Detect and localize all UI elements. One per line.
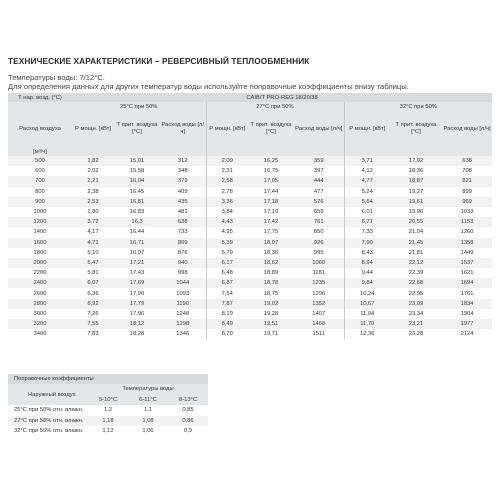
airflow-cell: 2400	[8, 278, 72, 288]
table-row	[8, 217, 492, 227]
column-header: Т прит. воздуха [°С]	[114, 111, 160, 147]
column-header: Расход воды [л/ч]	[442, 111, 492, 147]
table-cell: 1153	[442, 217, 492, 227]
table-cell: 1298	[160, 319, 206, 329]
table-cell: 16,44	[114, 227, 160, 237]
airflow-cell: 3200	[8, 319, 72, 329]
table-cell: 16,71	[114, 238, 160, 248]
table-cell: 10,24	[344, 288, 390, 298]
table-cell: 21,04	[390, 227, 442, 237]
table-cell: 6,36	[72, 288, 114, 298]
airflow-cell: 1400	[8, 227, 72, 237]
table-cell: 2,80	[72, 207, 114, 217]
table-cell: 23,34	[390, 309, 442, 319]
table-cell: 16,45	[114, 187, 160, 197]
table-cell: 10,67	[344, 299, 390, 309]
table-cell: 23,21	[390, 319, 442, 329]
table-cell: 1093	[160, 288, 206, 298]
table-cell: 6,92	[72, 299, 114, 309]
table-cell: 876	[160, 248, 206, 258]
table-row	[8, 309, 492, 319]
table-cell: 5,39	[206, 238, 248, 248]
table-cell: 2,38	[72, 187, 114, 197]
table-cell: 3,84	[206, 207, 248, 217]
table-cell: 6,07	[72, 278, 114, 288]
table-cell: 18,87	[390, 176, 442, 186]
correction-title: Поправочные коэффициенты	[8, 374, 208, 384]
table-cell: 8,19	[206, 309, 248, 319]
outdoor-air-header: Наружный воздух	[8, 384, 88, 405]
table-cell: 7,26	[72, 309, 114, 319]
table-cell: 8,79	[206, 329, 248, 339]
table-cell: 397	[294, 166, 344, 176]
airflow-cell: 1600	[8, 238, 72, 248]
table-cell: 2,31	[206, 166, 248, 176]
coefficient-cell: 1,1	[128, 405, 168, 416]
table-cell: 2,53	[72, 197, 114, 207]
airflow-cell: 500	[8, 156, 72, 166]
table-cell: 998	[160, 268, 206, 278]
table-cell: 18,62	[248, 258, 294, 268]
table-cell: 809	[160, 238, 206, 248]
table-cell: 17,92	[390, 156, 442, 166]
table-row	[8, 288, 492, 298]
table-cell: 16,75	[248, 166, 294, 176]
table-cell: 5,64	[344, 197, 390, 207]
table-cell: 708	[442, 166, 492, 176]
table-cell: 1407	[294, 309, 344, 319]
table-cell: 6,71	[344, 217, 390, 227]
table-cell: 1537	[442, 258, 492, 268]
airflow-cell: 700	[8, 176, 72, 186]
table-row	[8, 156, 492, 166]
condition-cell: 25°С при 50% отн. влажн.	[8, 405, 88, 416]
table-cell: 444	[294, 176, 344, 186]
coefficient-cell: 1,08	[128, 416, 168, 427]
correction-table	[8, 374, 208, 437]
group-header: 27°С при 50%	[206, 102, 344, 111]
coefficient-cell: 1,18	[88, 416, 128, 427]
table-cell: 3,72	[72, 217, 114, 227]
table-row	[8, 416, 208, 427]
table-cell: 1904	[442, 309, 492, 319]
table-cell: 638	[160, 217, 206, 227]
table-cell: 5,81	[72, 268, 114, 278]
table-cell: 4,77	[344, 176, 390, 186]
table-cell: 18,36	[390, 166, 442, 176]
table-cell: 4,95	[206, 227, 248, 237]
table-cell: 17,21	[114, 258, 160, 268]
table-cell: 477	[294, 187, 344, 197]
airflow-unit: [м³/ч]	[8, 147, 72, 156]
table-cell: 22,95	[390, 288, 442, 298]
table-row	[8, 197, 492, 207]
table-cell: 18,75	[248, 288, 294, 298]
table-cell: 1248	[160, 309, 206, 319]
table-row	[8, 187, 492, 197]
table-cell: 2,09	[206, 156, 248, 166]
table-cell: 21,45	[390, 238, 442, 248]
table-cell: 1044	[160, 278, 206, 288]
table-cell: 7,33	[344, 227, 390, 237]
table-cell: 1033	[442, 207, 492, 217]
table-cell: 1,82	[72, 156, 114, 166]
table-cell: 1449	[442, 248, 492, 258]
table-row	[8, 299, 492, 309]
airflow-header: Расход воздуха	[8, 111, 72, 147]
table-cell: 18,07	[248, 238, 294, 248]
table-cell: 21,81	[390, 248, 442, 258]
column-header: Расход воды [л/ч]	[294, 111, 344, 147]
correction-hint: Для определения данных для других температур воды используйте поправочные коэффициенты внизу таблицы.	[8, 82, 409, 91]
table-row	[8, 207, 492, 217]
condition-cell: 27°С при 50% отн. влажн.	[8, 416, 88, 427]
table-cell: 19,02	[248, 299, 294, 309]
table-cell: 19,51	[248, 319, 294, 329]
table-cell: 8,94	[344, 258, 390, 268]
table-cell: 4,12	[344, 166, 390, 176]
column-header: Р мощн. [кВт]	[72, 111, 114, 147]
column-header: Расход воды [л/ч]	[160, 111, 206, 147]
table-cell: 1694	[442, 278, 492, 288]
table-row	[8, 227, 492, 237]
water-temp-col: 8-13°С	[168, 395, 208, 406]
table-cell: 2124	[442, 329, 492, 339]
table-cell: 348	[160, 166, 206, 176]
table-cell: 18,78	[248, 278, 294, 288]
table-cell: 6,87	[206, 278, 248, 288]
table-cell: 576	[294, 197, 344, 207]
table-cell: 1235	[294, 278, 344, 288]
table-cell: 1190	[160, 299, 206, 309]
table-cell: 1358	[442, 238, 492, 248]
table-cell: 9,84	[344, 278, 390, 288]
airflow-cell: 2800	[8, 299, 72, 309]
table-cell: 22,12	[390, 258, 442, 268]
table-row	[8, 176, 492, 186]
coefficient-cell: 1,06	[128, 426, 168, 437]
table-cell: 899	[442, 187, 492, 197]
water-temp-col: 5-10°С	[88, 395, 128, 406]
table-cell: 19,71	[248, 329, 294, 339]
group-header: 25°С при 50%	[72, 102, 206, 111]
table-cell: 1346	[160, 329, 206, 339]
table-cell: 1181	[294, 268, 344, 278]
specs-table	[8, 93, 492, 339]
table-cell: 821	[442, 176, 492, 186]
coefficient-cell: 1,12	[88, 426, 128, 437]
table-cell: 17,75	[248, 227, 294, 237]
table-cell: 1260	[442, 227, 492, 237]
table-cell: 1761	[442, 288, 492, 298]
table-cell: 15,58	[114, 166, 160, 176]
table-cell: 969	[442, 197, 492, 207]
page-title: ТЕХНИЧЕСКИЕ ХАРАКТЕРИСТИКИ – РЕВЕРСИВНЫЙ ТЕПЛООБМЕННИК	[8, 56, 310, 66]
table-cell: 926	[294, 238, 344, 248]
coefficient-cell: 1,2	[88, 405, 128, 416]
table-cell: 17,69	[114, 278, 160, 288]
table-cell: 5,79	[206, 248, 248, 258]
table-row	[8, 426, 208, 437]
airflow-cell: 2000	[8, 258, 72, 268]
airflow-cell: 2600	[8, 288, 72, 298]
table-cell: 3,36	[206, 197, 248, 207]
table-cell: 7,83	[72, 329, 114, 339]
table-cell: 9,44	[344, 268, 390, 278]
table-row	[8, 405, 208, 416]
table-cell: 4,17	[72, 227, 114, 237]
table-cell: 11,70	[344, 319, 390, 329]
table-cell: 17,44	[248, 187, 294, 197]
table-cell: 17,90	[114, 288, 160, 298]
table-row	[8, 268, 492, 278]
outdoor-temp-header: Т нар. возд. (°С)	[8, 93, 72, 102]
table-cell: 22,39	[390, 268, 442, 278]
group-header: 32°С при 50%	[344, 102, 492, 111]
airflow-cell: 3400	[8, 329, 72, 339]
table-cell: 2,58	[206, 176, 248, 186]
table-cell: 6,17	[206, 258, 248, 268]
table-cell: 19,27	[390, 187, 442, 197]
table-row	[8, 329, 492, 339]
coefficient-cell: 0,9	[168, 426, 208, 437]
table-cell: 1460	[294, 319, 344, 329]
table-cell: 995	[294, 248, 344, 258]
airflow-cell: 900	[8, 197, 72, 207]
table-cell: 15,01	[114, 156, 160, 166]
column-header: Т прит. воздуха [°С]	[248, 111, 294, 147]
table-cell: 1060	[294, 258, 344, 268]
table-cell: 3,71	[344, 156, 390, 166]
table-cell: 7,87	[206, 299, 248, 309]
table-cell: 7,90	[344, 238, 390, 248]
table-cell: 16,97	[114, 248, 160, 258]
table-cell: 16,25	[248, 156, 294, 166]
table-cell: 19,96	[390, 207, 442, 217]
table-cell: 2,21	[72, 176, 114, 186]
table-cell: 359	[294, 156, 344, 166]
table-cell: 7,55	[72, 319, 114, 329]
table-cell: 1296	[294, 288, 344, 298]
water-temp-header: Температуры воды	[88, 384, 208, 395]
airflow-cell: 3000	[8, 309, 72, 319]
table-cell: 18,36	[248, 248, 294, 258]
table-cell: 435	[160, 197, 206, 207]
coefficient-cell: 0,86	[168, 416, 208, 427]
table-cell: 18,89	[248, 268, 294, 278]
table-cell: 4,43	[206, 217, 248, 227]
table-cell: 1834	[442, 299, 492, 309]
airflow-cell: 1800	[8, 248, 72, 258]
table-cell: 379	[160, 176, 206, 186]
condition-cell: 32°С при 50% отн. влажн.	[8, 426, 88, 437]
table-cell: 17,10	[248, 207, 294, 217]
table-row	[8, 258, 492, 268]
table-cell: 8,49	[206, 319, 248, 329]
airflow-cell: 1200	[8, 217, 72, 227]
table-cell: 17,42	[248, 217, 294, 227]
airflow-cell: 800	[8, 187, 72, 197]
table-cell: 8,43	[344, 248, 390, 258]
table-cell: 16,83	[114, 207, 160, 217]
table-cell: 7,54	[206, 288, 248, 298]
table-cell: 16,81	[114, 197, 160, 207]
table-cell: 22,68	[390, 278, 442, 288]
table-cell: 20,55	[390, 217, 442, 227]
table-cell: 409	[160, 187, 206, 197]
table-cell: 17,05	[248, 176, 294, 186]
column-header: Р мощн. [кВт]	[206, 111, 248, 147]
table-cell: 638	[442, 156, 492, 166]
airflow-cell: 2200	[8, 268, 72, 278]
table-cell: 1621	[442, 268, 492, 278]
table-cell: 17,43	[114, 268, 160, 278]
table-cell: 6,01	[344, 207, 390, 217]
table-cell: 12,36	[344, 329, 390, 339]
table-cell: 16,04	[114, 176, 160, 186]
table-cell: 19,61	[390, 197, 442, 207]
column-header: Р мощн. [кВт]	[344, 111, 390, 147]
table-row	[8, 248, 492, 258]
table-cell: 17,96	[114, 309, 160, 319]
table-cell: 2,78	[206, 187, 248, 197]
table-cell: 18,28	[114, 329, 160, 339]
table-cell: 6,48	[206, 268, 248, 278]
table-cell: 19,28	[248, 309, 294, 319]
table-row	[8, 278, 492, 288]
table-cell: 4,71	[72, 238, 114, 248]
table-cell: 11,04	[344, 309, 390, 319]
coefficient-cell: 0,85	[168, 405, 208, 416]
table-cell: 850	[294, 227, 344, 237]
table-cell: 659	[294, 207, 344, 217]
airflow-cell: 600	[8, 166, 72, 176]
table-cell: 761	[294, 217, 344, 227]
table-cell: 5,47	[72, 258, 114, 268]
table-cell: 23,09	[390, 299, 442, 309]
table-cell: 18,12	[114, 319, 160, 329]
table-row	[8, 319, 492, 329]
table-cell: 940	[160, 258, 206, 268]
table-cell: 5,24	[344, 187, 390, 197]
table-cell: 17,18	[248, 197, 294, 207]
water-temp-col: 6-11°С	[128, 395, 168, 406]
table-cell: 1511	[294, 329, 344, 339]
table-cell: 16,3	[114, 217, 160, 227]
table-row	[8, 238, 492, 248]
table-cell: 481	[160, 207, 206, 217]
table-cell: 733	[160, 227, 206, 237]
table-cell: 312	[160, 156, 206, 166]
table-cell: 1352	[294, 299, 344, 309]
table-cell: 17,79	[114, 299, 160, 309]
table-cell: 2,02	[72, 166, 114, 176]
table-cell: 5,10	[72, 248, 114, 258]
table-cell: 23,28	[390, 329, 442, 339]
airflow-cell: 1000	[8, 207, 72, 217]
table-row	[8, 166, 492, 176]
water-temperature-note: Температуры воды: 7/12°С.	[8, 73, 105, 82]
table-cell: 1977	[442, 319, 492, 329]
model-header: CAIB/T PRO-REG 18/20/38	[72, 93, 492, 102]
column-header: Т прит. воздуха [°С]	[390, 111, 442, 147]
